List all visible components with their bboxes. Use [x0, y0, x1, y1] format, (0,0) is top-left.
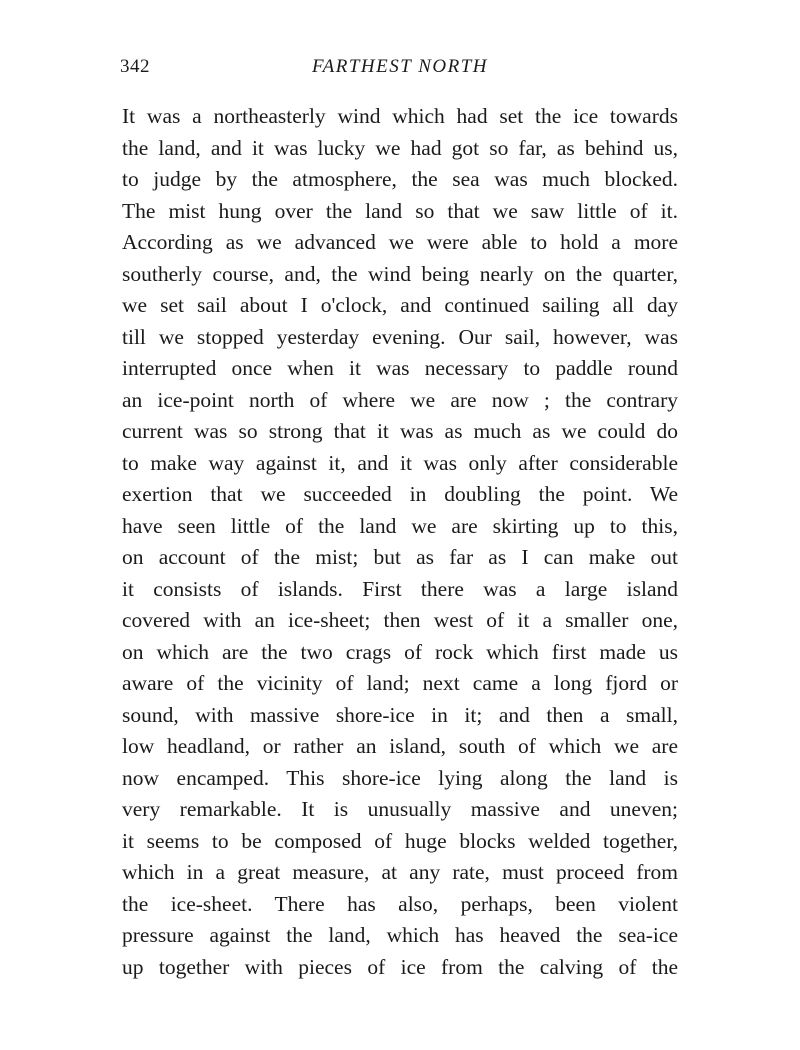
text-line: till we stopped yesterday evening. Our sail, however, was [122, 324, 678, 349]
text-line: the ice-sheet. There has also, perhaps, been violent [122, 891, 678, 916]
text-line: aware of the vicinity of land; next came a long fjord or [122, 671, 678, 695]
text-line: interrupted once when it was necessary to paddle round [122, 356, 678, 380]
text-line: sound, with massive shore-ice in it; and then a small, [122, 702, 678, 727]
text-line: very remarkable. It is unusually massive and uneven; [122, 797, 678, 821]
text-line: According as we advanced we were able to hold a more [122, 230, 678, 254]
text-line: it seems to be composed of huge blocks welded together, [122, 828, 678, 853]
text-line: southerly course, and, the wind being nearly on the quarter, [122, 261, 678, 286]
text-line: the land, and it was lucky we had got so far, as behind us, [122, 135, 678, 160]
text-line: now encamped. This shore-ice lying along the land is [122, 765, 678, 790]
text-line: an ice-point north of where we are now ; the contrary [122, 387, 678, 412]
text-line: to make way against it, and it was only after considerable [122, 450, 678, 475]
running-title: FARTHEST NORTH [311, 56, 489, 77]
text-line: have seen little of the land we are skirting up to this, [122, 513, 678, 538]
text-line: exertion that we succeeded in doubling the point. We [122, 482, 678, 506]
text-line: covered with an ice-sheet; then west of it a smaller one, [122, 608, 678, 632]
page-header [120, 56, 680, 86]
text-line: pressure against the land, which has heaved the sea-ice [122, 923, 678, 947]
text-line: we set sail about I o'clock, and continued sailing all day [122, 293, 678, 317]
text-line: up together with pieces of ice from the calving of the [122, 954, 678, 979]
text-line: low headland, or rather an island, south of which we are [122, 734, 678, 758]
text-line: which in a great measure, at any rate, must proceed from [122, 860, 678, 884]
text-line: on account of the mist; but as far as I can make out [122, 545, 678, 569]
text-line: The mist hung over the land so that we saw little of it. [122, 198, 678, 223]
body-text [122, 101, 678, 983]
text-line: on which are the two crags of rock which first made us [122, 639, 678, 664]
text-line: current was so strong that it was as much as we could do [122, 419, 678, 443]
text-line: to judge by the atmosphere, the sea was much blocked. [122, 167, 678, 191]
text-line: It was a northeasterly wind which had set the ice towards [122, 104, 678, 128]
text-line: it consists of islands. First there was a large island [122, 576, 678, 601]
page-number: 342 [120, 56, 150, 77]
